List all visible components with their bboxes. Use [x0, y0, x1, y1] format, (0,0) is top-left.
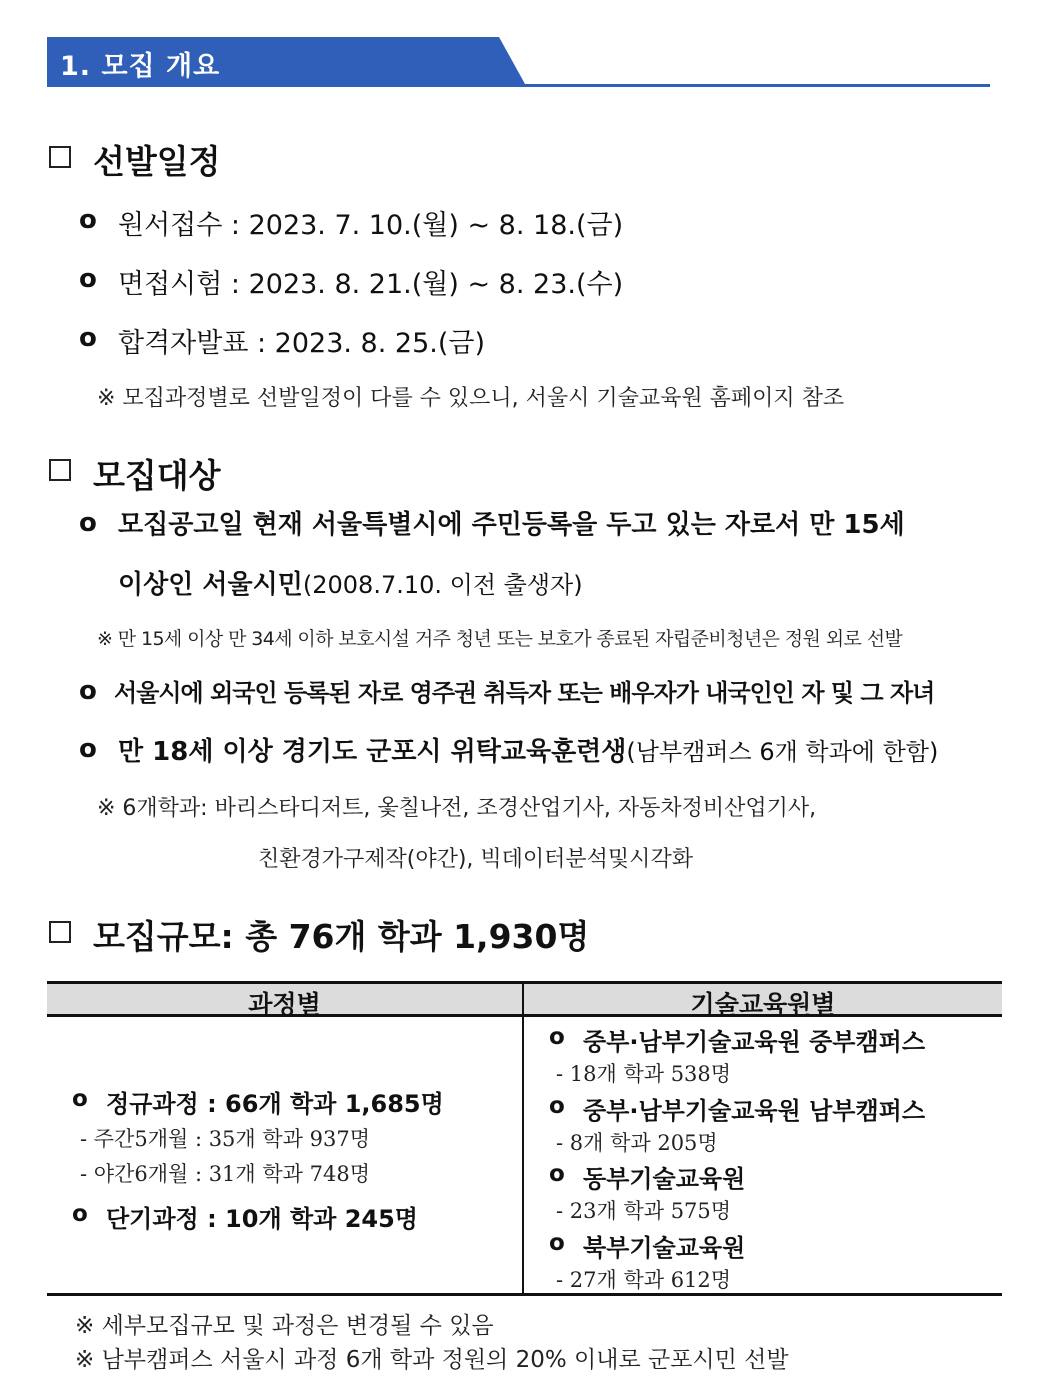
schedule-item: 합격자발표 : 2023. 8. 25.(금) — [118, 328, 485, 359]
short-course: 단기과정 : 10개 학과 245명 — [106, 1205, 418, 1233]
checkbox-square-icon — [49, 921, 71, 943]
circle-bullet-icon: o — [79, 676, 97, 706]
checkbox-square-icon — [49, 146, 71, 168]
footnote: ※ 남부캠퍼스 서울시 과정 6개 학과 정원의 20% 이내로 군포시민 선발 — [75, 1347, 789, 1373]
center-name: 중부·남부기술교육원 중부캠퍼스 — [583, 1028, 926, 1056]
circle-bullet-icon: o — [79, 205, 97, 235]
target-title: 모집대상 — [93, 456, 221, 495]
target-item-3-rest: (남부캠퍼스 6개 학과에 한함) — [626, 738, 939, 766]
circle-bullet-icon: o — [79, 508, 97, 538]
circle-bullet-icon: o — [549, 1161, 565, 1187]
target-item-1-cont — [118, 564, 583, 601]
circle-bullet-icon: o — [549, 1230, 565, 1256]
target-note-1: ※ 만 15세 이상 만 34세 이하 보호시설 거주 청년 또는 보호가 종료된 자립준비청년은 정원 외로 선발 — [97, 628, 903, 650]
table-column-divider — [522, 984, 524, 1295]
target-note-2-cont: 친환경가구제작(야간), 빅데이터분석및시각화 — [258, 847, 693, 872]
footnote: ※ 세부모집규모 및 과정은 변경될 수 있음 — [75, 1313, 494, 1339]
circle-bullet-icon: o — [79, 734, 97, 764]
schedule-note: ※ 모집과정별로 선발일정이 다를 수 있으니, 서울시 기술교육원 홈페이지 참조 — [97, 386, 845, 411]
center-detail: - 18개 학과 538명 — [556, 1062, 732, 1086]
circle-bullet-icon: o — [72, 1086, 88, 1112]
target-note-2: ※ 6개학과: 바리스타디저트, 옻칠나전, 조경산업기사, 자동차정비산업기사, — [97, 796, 817, 821]
center-name: 북부기술교육원 — [583, 1234, 746, 1262]
target-item-1-rest: (2008.7.10. 이전 출생자) — [302, 571, 583, 599]
target-item-1-bold: 이상인 서울시민 — [118, 570, 303, 600]
circle-bullet-icon: o — [79, 323, 97, 353]
circle-bullet-icon: o — [72, 1201, 88, 1227]
checkbox-square-icon — [49, 459, 71, 481]
table-header-course: 과정별 — [248, 990, 321, 1019]
circle-bullet-icon: o — [79, 264, 97, 294]
schedule-item: 원서접수 : 2023. 7. 10.(월) ~ 8. 18.(금) — [118, 210, 624, 241]
regular-course: 정규과정 : 66개 학과 1,685명 — [106, 1090, 444, 1118]
schedule-title: 선발일정 — [93, 142, 221, 181]
center-name: 동부기술교육원 — [583, 1165, 746, 1193]
section-heading: 1. 모집 개요 — [60, 51, 221, 82]
scale-title: 모집규모: 총 76개 학과 1,930명 — [93, 917, 590, 956]
regular-day: - 주간5개월 : 35개 학과 937명 — [80, 1127, 370, 1151]
schedule-item: 면접시험 : 2023. 8. 21.(월) ~ 8. 23.(수) — [118, 269, 624, 300]
target-item-3-bold: 만 18세 이상 경기도 군포시 위탁교육훈련생 — [118, 737, 627, 767]
header-underline — [47, 84, 990, 87]
center-detail: - 23개 학과 575명 — [556, 1199, 732, 1223]
circle-bullet-icon: o — [549, 1093, 565, 1119]
circle-bullet-icon: o — [549, 1024, 565, 1050]
target-item-2: 서울시에 외국인 등록된 자로 영주권 취득자 또는 배우자가 내국인인 자 및 그 자녀 — [114, 679, 935, 707]
center-name: 중부·남부기술교육원 남부캠퍼스 — [583, 1097, 926, 1125]
target-item-3 — [118, 731, 938, 768]
center-detail: - 27개 학과 612명 — [556, 1268, 732, 1292]
regular-night: - 야간6개월 : 31개 학과 748명 — [80, 1162, 370, 1186]
target-item-1: 모집공고일 현재 서울특별시에 주민등록을 두고 있는 자로서 만 15세 — [118, 510, 905, 540]
table-bottom-border — [47, 1293, 1002, 1296]
center-detail: - 8개 학과 205명 — [556, 1131, 718, 1155]
table-header-center: 기술교육원별 — [690, 990, 836, 1019]
